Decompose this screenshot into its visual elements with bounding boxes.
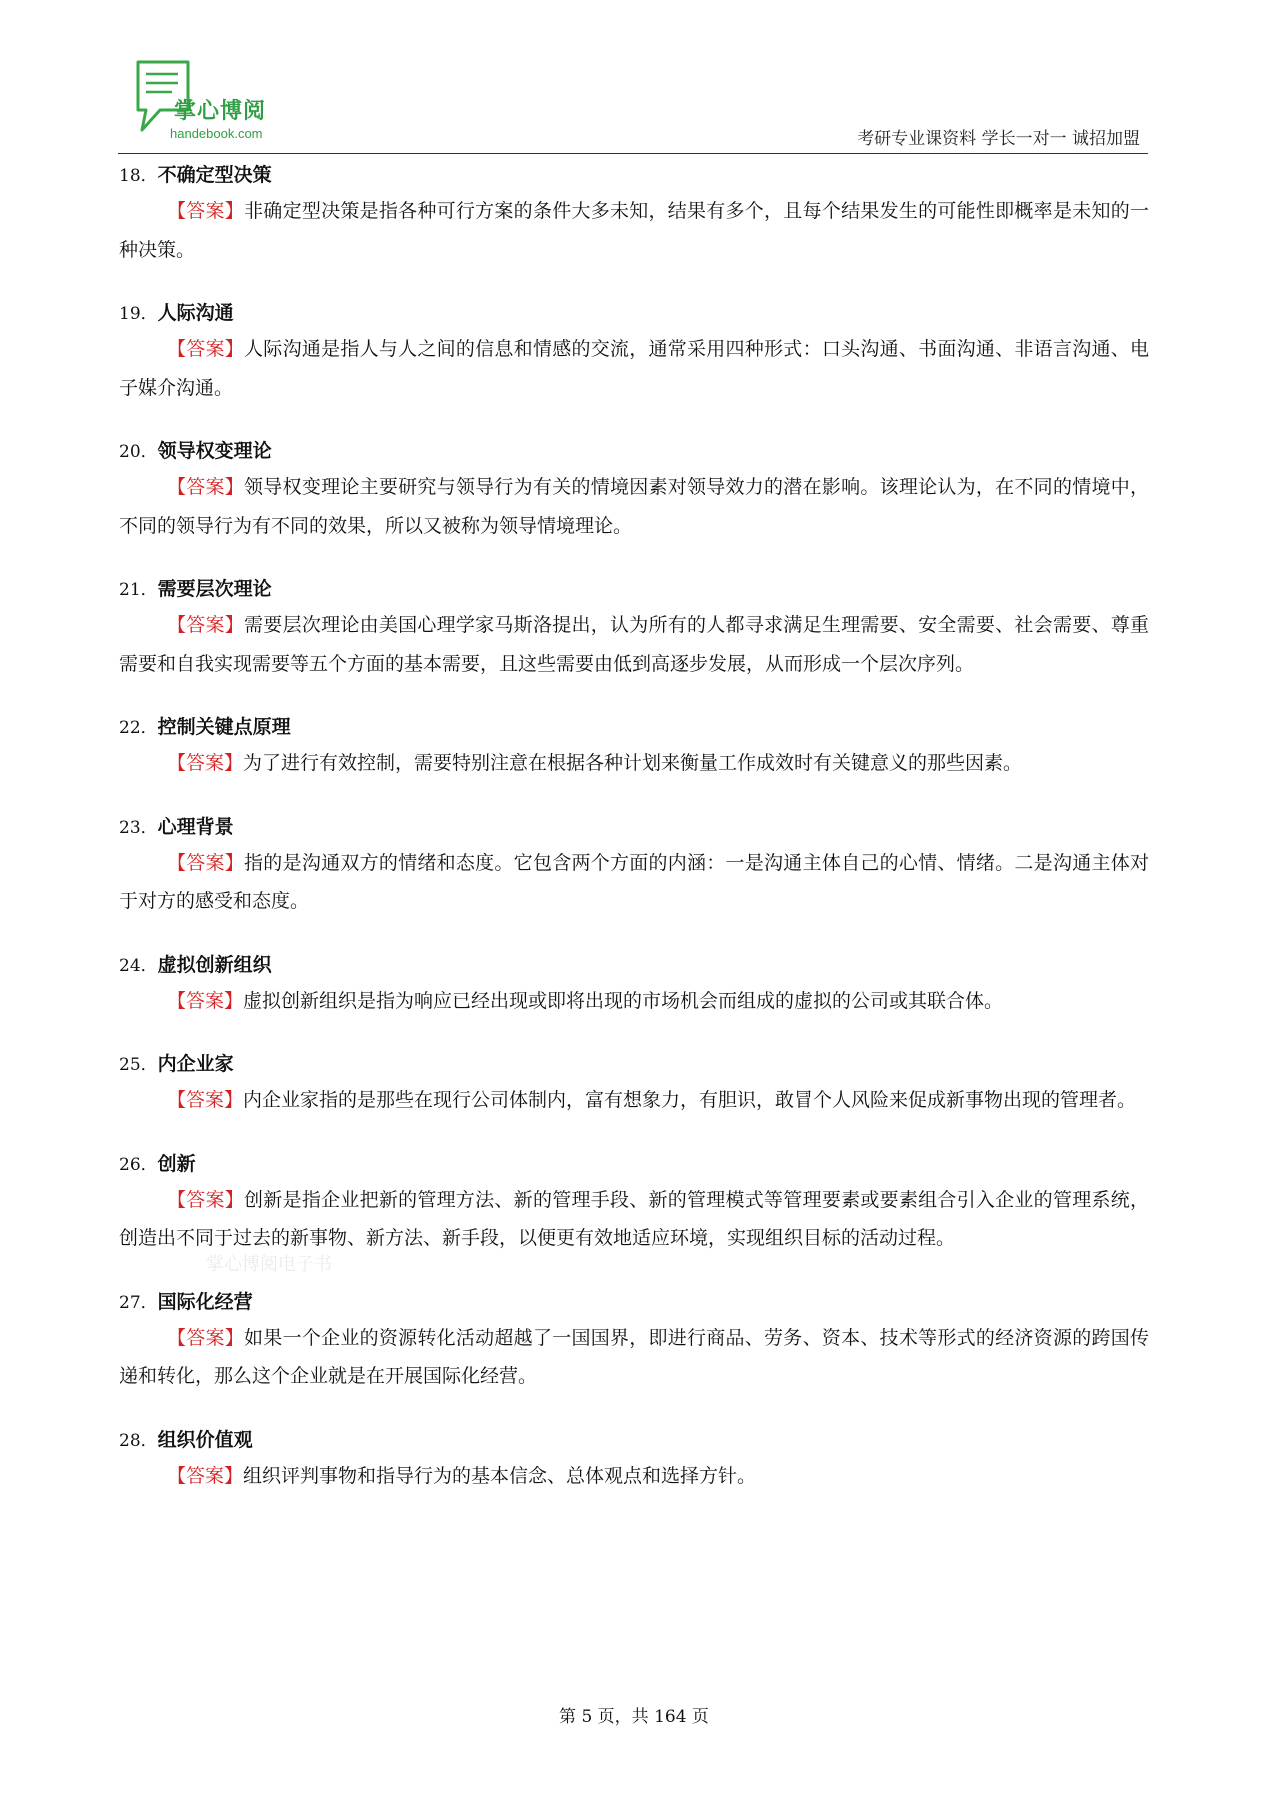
entry-number: 23． [119, 817, 158, 838]
entry-number: 24． [119, 955, 158, 976]
entry-title: 创新 [157, 1152, 196, 1175]
entry-number: 18． [119, 166, 158, 186]
entry-answer [119, 982, 1149, 1021]
answer-tag: 【答案】 [167, 1089, 244, 1111]
entry-answer [119, 1457, 1149, 1496]
answer-tag: 【答案】 [167, 1464, 244, 1487]
header-tagline: 考研专业课资料 学长一对一 诚招加盟 [857, 129, 1140, 149]
entry-number: 27． [119, 1292, 158, 1313]
entry-term [119, 296, 1149, 330]
answer-text: 需要层次理论由美国心理学家马斯洛提出，认为所有的人都寻求满足生理需要、安全需要、社会需要、尊重需要和自我实现需要等五个方面的基本需要，且这些需要由低到高逐步发展，从而形成一个层次序列。 [119, 614, 1149, 675]
entry-number: 26． [119, 1154, 158, 1175]
entry-answer [119, 606, 1149, 683]
entry-answer [119, 330, 1149, 407]
page-number: 第 5 页，共 164 页 [559, 1707, 709, 1727]
glossary-entry [119, 948, 1149, 1021]
glossary-entry [119, 572, 1149, 683]
answer-tag: 【答案】 [167, 476, 245, 498]
glossary-entry [119, 158, 1149, 269]
entry-number: 19． [119, 304, 158, 324]
answer-text: 内企业家指的是那些在现行公司体制内，富有想象力，有胆识，敢冒个人风险来促成新事物出现的管理者。 [243, 1089, 1137, 1111]
answer-tag: 【答案】 [167, 338, 245, 360]
entry-title: 不确定型决策 [157, 164, 272, 186]
glossary-entry [119, 1047, 1149, 1120]
entry-term [119, 158, 1149, 192]
glossary-entry [119, 434, 1149, 545]
entry-answer [119, 744, 1149, 783]
answer-tag: 【答案】 [167, 1188, 245, 1211]
answer-text: 创新是指企业把新的管理方法、新的管理手段、新的管理模式等管理要素或要素组合引入企业的管理系统，创造出不同于过去的新事物、新方法、新手段，以便更有效地适应环境，实现组织目标的活动过程。 [119, 1188, 1149, 1249]
glossary-entry [119, 1423, 1149, 1496]
glossary-entry [119, 1147, 1149, 1258]
entry-title: 心理背景 [157, 815, 234, 838]
answer-tag: 【答案】 [167, 851, 245, 874]
answer-text: 指的是沟通双方的情绪和态度。它包含两个方面的内涵：一是沟通主体自己的心情、情绪。二是沟通主体对于对方的感受和态度。 [119, 851, 1149, 912]
answer-tag: 【答案】 [167, 614, 245, 636]
entry-title: 组织价值观 [157, 1428, 253, 1451]
entry-term [119, 710, 1149, 744]
entry-title: 需要层次理论 [157, 578, 272, 600]
glossary-entry [119, 1285, 1149, 1396]
logo-url: handebook.com [170, 126, 263, 141]
entry-number: 28． [119, 1430, 158, 1451]
header-divider [118, 153, 1148, 154]
answer-text: 非确定型决策是指各种可行方案的条件大多未知，结果有多个，且每个结果发生的可能性即概率是未知的一种决策。 [119, 200, 1149, 261]
answer-text: 人际沟通是指人与人之间的信息和情感的交流，通常采用四种形式：口头沟通、书面沟通、非语言沟通、电子媒介沟通。 [119, 338, 1149, 399]
watermark: 掌心博阅电子书 [206, 1254, 332, 1275]
entry-answer [119, 844, 1149, 921]
entry-title: 内企业家 [157, 1053, 234, 1075]
glossary-entry [119, 810, 1149, 921]
entry-answer [119, 192, 1149, 269]
answer-tag: 【答案】 [167, 1326, 245, 1349]
answer-text: 领导权变理论主要研究与领导行为有关的情境因素对领导效力的潜在影响。该理论认为，在不同的情境中，不同的领导行为有不同的效果，所以又被称为领导情境理论。 [119, 476, 1149, 537]
answer-tag: 【答案】 [167, 752, 244, 774]
entry-number: 21． [119, 580, 158, 600]
logo-brand: 掌心博阅 [174, 99, 267, 124]
entry-term [119, 1147, 1149, 1181]
answer-tag: 【答案】 [167, 989, 244, 1012]
entry-title: 虚拟创新组织 [157, 953, 272, 976]
glossary-entry [119, 710, 1149, 783]
entry-title: 领导权变理论 [157, 440, 272, 462]
entry-term [119, 948, 1149, 982]
entry-title: 人际沟通 [157, 302, 234, 324]
glossary-list [119, 158, 1149, 1522]
entry-title: 控制关键点原理 [157, 716, 291, 738]
entry-number: 22． [119, 718, 158, 738]
entry-answer [119, 1319, 1149, 1396]
entry-term [119, 810, 1149, 844]
entry-number: 20． [119, 442, 158, 462]
entry-answer [119, 1181, 1149, 1258]
entry-term [119, 572, 1149, 606]
entry-answer [119, 1081, 1149, 1120]
glossary-entry [119, 296, 1149, 407]
entry-title: 国际化经营 [157, 1290, 253, 1313]
answer-text: 虚拟创新组织是指为响应已经出现或即将出现的市场机会而组成的虚拟的公司或其联合体。 [243, 989, 1004, 1012]
entry-term [119, 1423, 1149, 1457]
entry-answer [119, 468, 1149, 545]
answer-text: 为了进行有效控制，需要特别注意在根据各种计划来衡量工作成效时有关键意义的那些因素。 [243, 752, 1023, 774]
answer-text: 组织评判事物和指导行为的基本信念、总体观点和选择方针。 [243, 1464, 757, 1487]
entry-term [119, 1047, 1149, 1081]
entry-term [119, 434, 1149, 468]
logo [130, 58, 330, 146]
answer-tag: 【答案】 [167, 200, 245, 222]
entry-term [119, 1285, 1149, 1319]
answer-text: 如果一个企业的资源转化活动超越了一国国界，即进行商品、劳务、资本、技术等形式的经济资源的跨国传递和转化，那么这个企业就是在开展国际化经营。 [119, 1326, 1149, 1387]
entry-number: 25． [119, 1055, 158, 1075]
